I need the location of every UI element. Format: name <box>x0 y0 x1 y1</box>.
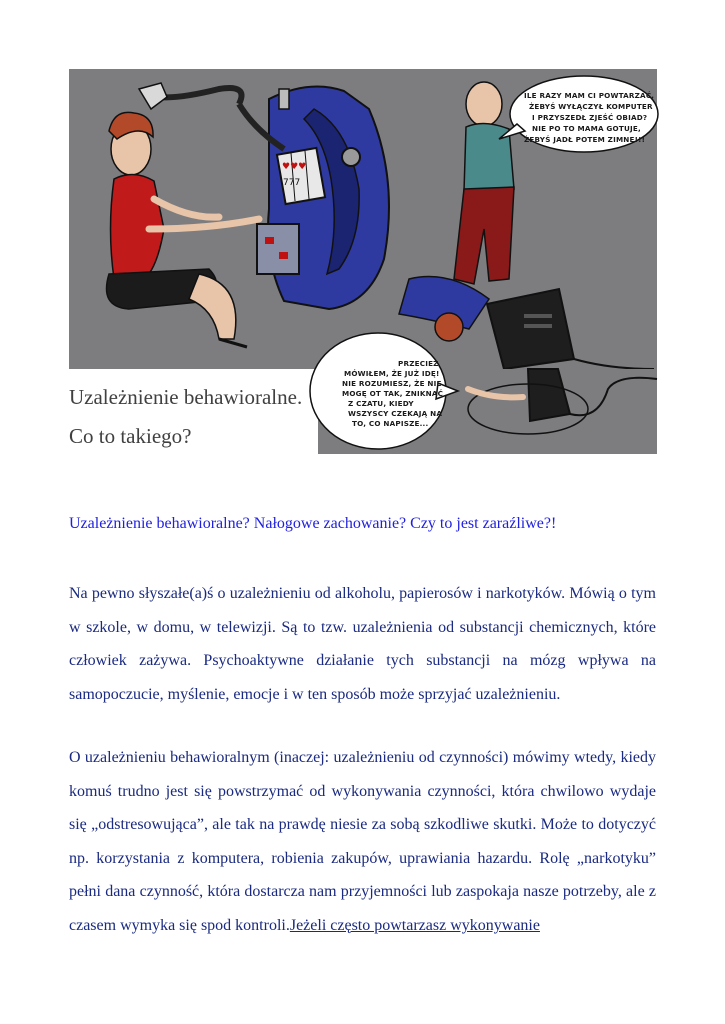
svg-text:777: 777 <box>283 178 301 188</box>
comic-panel-gambling <box>69 69 657 369</box>
son-bubble-line-6: WSZYSCY CZEKAJĄ NA <box>348 409 443 418</box>
son-bubble-line-4: MOGĘ OT TAK, ZNIKNĄĆ <box>342 389 444 398</box>
svg-text:♥♥♥: ♥♥♥ <box>282 162 307 172</box>
son-bubble-line-7: TO, CO NAPISZE... <box>352 419 429 428</box>
comic-illustration-computer <box>318 359 657 454</box>
comic-panel-computer <box>318 359 657 454</box>
continue-link[interactable]: Jeżeli często powtarzasz wykonywanie <box>289 916 540 934</box>
son-bubble-line-5: Z CZATU, KIEDY <box>348 399 414 408</box>
father-bubble-line-3: I PRZYSZEDŁ ZJEŚĆ OBIAD? <box>532 113 648 122</box>
father-bubble-line-1: ILE RAZY MAM CI POWTARZAĆ, <box>524 91 655 100</box>
father-bubble-line-2: ŻEBYŚ WYŁĄCZYŁ KOMPUTER <box>529 102 653 111</box>
son-bubble-line-2: MÓWIŁEM, ŻE JUŻ IDĘ! <box>344 369 440 378</box>
paragraph-behavioral-addiction <box>69 741 656 943</box>
comic-illustration-gambling <box>69 69 657 369</box>
son-bubble-line-1: PRZECIEŻ <box>398 359 439 368</box>
son-bubble-line-3: NIE ROZUMIESZ, ŻE NIE <box>342 379 442 388</box>
paragraph-behavioral-addiction-text: O uzależnieniu behawioralnym (inaczej: uzależnieniu od czynności) mówimy wtedy, kiedy komuś trudno jest się powstrzymać od wykonywania czynności, która chwilowo wydaje się „odstresowująca”, ale tak na prawdę niesie za sobą szkodliwe skutki. Może to dotyczyć np. korzystania z komputera, robienia zakupów, uprawiania hazardu. Rolę „narkotyku” pełni dana czynność, która dostarcza nam przyjemności lub zaspokaja nasze potrzeby, ale z czasem wymyka się spod kontroli. <box>69 749 656 934</box>
paragraph-substance-addiction: Na pewno słyszałe(a)ś o uzależnieniu od alkoholu, papierosów i narkotyków. Mówią o tym w szkole, w domu, w telewizji. Są to tzw. uzależnienia od substancji chemicznych, które człowiek zażywa. Psychoaktywne działanie tych substancji na mózg wpływa na samopoczucie, myślenie, emocje i w ten sposób może sprzyjać uzależnieniu. <box>69 585 656 703</box>
subtitle: Uzależnienie behawioralne? Nałogowe zachowanie? Czy to jest zaraźliwe?! <box>69 515 557 532</box>
father-bubble-line-5: ŻEBYŚ JADŁ POTEM ZIMNE!!! <box>524 135 646 144</box>
page-title: Uzależnienie behawioralne. Co to takiego? <box>69 385 303 448</box>
father-bubble-line-4: NIE PO TO MAMA GOTUJE, <box>532 124 641 133</box>
